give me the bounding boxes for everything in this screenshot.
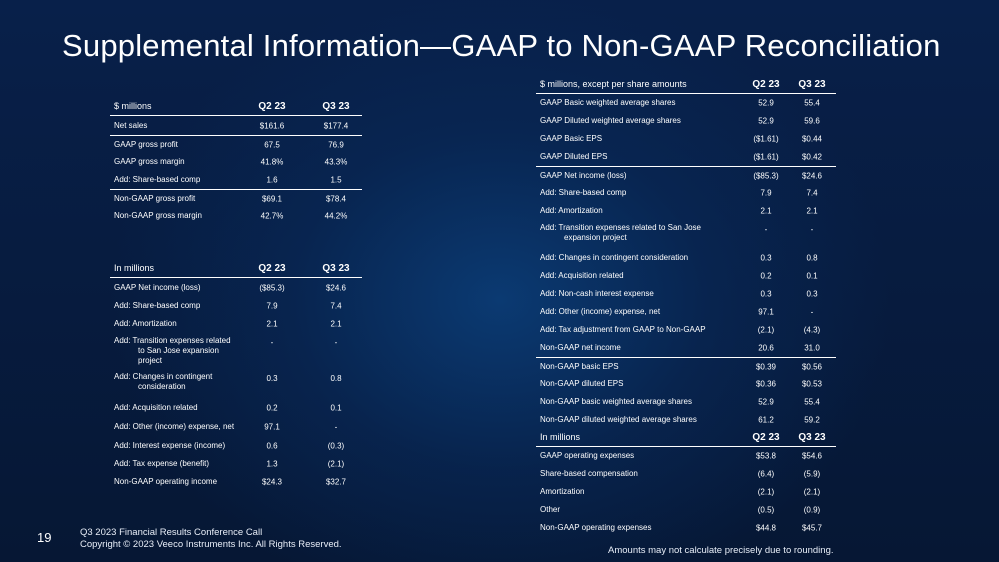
- q3-value: 0.8: [806, 253, 818, 263]
- q2-value: 2.1: [760, 206, 772, 216]
- row-label: [540, 253, 688, 263]
- row-label-line: Add: Changes in contingent: [114, 372, 213, 381]
- q2-value: $161.6: [259, 121, 285, 130]
- q2-value: $53.8: [755, 451, 777, 461]
- q2-value: (2.1): [757, 487, 775, 497]
- q3-value: (2.1): [803, 487, 821, 497]
- q2-value: 42.7%: [260, 211, 284, 221]
- table-row: [110, 189, 362, 207]
- row-label-line: Non-GAAP gross profit: [114, 193, 196, 203]
- header-label: In millions: [114, 263, 155, 273]
- column-header: Q2 23: [752, 79, 780, 90]
- q3-value: 44.2%: [324, 211, 348, 221]
- row-label-line: Share-based compensation: [540, 469, 638, 478]
- q2-value: (0.5): [757, 505, 775, 515]
- q3-value: 7.4: [806, 188, 818, 198]
- table-row: [536, 393, 836, 411]
- q2-value: 0.2: [760, 271, 772, 281]
- row-label: [540, 379, 623, 389]
- q3-value: 0.3: [806, 289, 818, 299]
- row-label-line: Add: Transition expenses related: [114, 336, 231, 345]
- row-label-line: Add: Non-cash interest expense: [540, 289, 654, 298]
- table-row: [110, 278, 362, 297]
- column-header: Q2 23: [258, 263, 286, 274]
- q2-value: -: [764, 225, 768, 234]
- row-label: [114, 301, 200, 311]
- row-label: [540, 152, 607, 162]
- q2-value: $0.36: [755, 379, 777, 389]
- table-row: [536, 501, 836, 519]
- q3-value: 31.0: [804, 343, 820, 353]
- row-label: [114, 121, 147, 131]
- table-row: [110, 171, 362, 189]
- column-header: Q3 23: [322, 263, 350, 274]
- q3-value: 0.1: [806, 271, 818, 281]
- table-header: [110, 96, 362, 116]
- operating-income-table: [110, 258, 362, 491]
- q2-value: (6.4): [757, 469, 775, 479]
- row-label: [114, 422, 234, 432]
- row-label-line: Add: Other (income) expense, net: [540, 307, 661, 316]
- q3-value: $24.6: [801, 171, 823, 180]
- row-label: [114, 336, 231, 366]
- row-label-line: Add: Tax expense (benefit): [114, 459, 210, 468]
- q3-value: 0.1: [330, 403, 342, 413]
- row-label-line: GAAP operating expenses: [540, 451, 635, 460]
- column-header: Q3 23: [798, 79, 826, 90]
- row-label: [540, 188, 626, 198]
- row-label: [540, 116, 681, 126]
- q3-value: (5.9): [803, 469, 821, 479]
- table-row: [110, 153, 362, 171]
- table-row: [536, 357, 836, 375]
- q3-value: -: [334, 338, 338, 347]
- q2-value: 52.9: [758, 116, 774, 126]
- table-row: [110, 135, 362, 153]
- eps-reconciliation-table: [536, 74, 836, 429]
- q2-value: 7.9: [266, 301, 278, 311]
- q2-value: 52.9: [758, 397, 774, 407]
- row-label: [540, 98, 675, 108]
- row-label-line: Non-GAAP basic EPS: [540, 361, 619, 371]
- q2-value: 41.8%: [260, 157, 284, 167]
- table-row: [110, 455, 362, 473]
- q3-value: 1.5: [330, 175, 342, 185]
- row-label-line: GAAP gross profit: [114, 139, 178, 149]
- q3-value: $54.6: [801, 451, 823, 461]
- table-row: [536, 220, 836, 249]
- row-label-line: expansion project: [564, 233, 627, 242]
- q3-value: $45.7: [801, 523, 823, 533]
- q2-value: 97.1: [758, 307, 774, 317]
- table-row: [110, 369, 362, 399]
- row-label-line: Non-GAAP gross margin: [114, 211, 202, 220]
- table-row: [110, 207, 362, 225]
- row-label: [114, 140, 178, 150]
- q2-value: ($1.61): [753, 152, 779, 162]
- table-row: [536, 465, 836, 483]
- q3-value: $78.4: [325, 194, 347, 203]
- row-label: [540, 523, 651, 533]
- q2-value: 67.5: [264, 140, 280, 149]
- row-label: [540, 289, 654, 299]
- q2-value: 0.6: [266, 441, 278, 451]
- table-row: [536, 202, 836, 220]
- table-row: [536, 94, 836, 112]
- row-label-line: Non-GAAP diluted weighted average shares: [540, 415, 697, 424]
- q3-value: -: [810, 225, 814, 234]
- q2-value: 1.3: [266, 459, 278, 469]
- row-label-line: Add: Other (income) expense, net: [114, 422, 235, 431]
- table-row: [536, 166, 836, 184]
- q3-value: 76.9: [328, 140, 344, 149]
- row-label-line: GAAP Net income (loss): [540, 170, 627, 180]
- table-row: [110, 315, 362, 333]
- table-row: [110, 297, 362, 315]
- row-label-line: Add: Share-based comp: [114, 175, 201, 184]
- header-label: $ millions: [114, 101, 152, 111]
- q3-value: -: [334, 422, 338, 432]
- operating-expenses-table: [536, 427, 836, 537]
- q3-value: $0.56: [801, 362, 823, 371]
- q3-value: (0.3): [327, 441, 345, 451]
- table-row: [536, 112, 836, 130]
- row-label: [114, 175, 200, 185]
- row-label-line: consideration: [138, 382, 186, 391]
- slide-number: 19: [37, 530, 52, 545]
- header-label: In millions: [540, 432, 581, 442]
- table-row: [110, 473, 362, 491]
- row-label: [540, 343, 621, 353]
- row-label-line: Other: [540, 505, 561, 514]
- row-label-line: Add: Changes in contingent consideration: [540, 253, 689, 262]
- row-label-line: GAAP Basic weighted average shares: [540, 98, 676, 107]
- table-row: [536, 303, 836, 321]
- row-label: [540, 206, 603, 216]
- q3-value: 59.2: [804, 415, 820, 425]
- table-row: [110, 333, 362, 369]
- q2-value: 2.1: [266, 319, 278, 329]
- table-row: [536, 483, 836, 501]
- row-label: [540, 271, 624, 281]
- q2-value: 97.1: [264, 422, 280, 432]
- row-label-line: Add: Share-based comp: [540, 188, 627, 197]
- table-header: [536, 74, 836, 94]
- q3-value: 43.3%: [324, 157, 348, 167]
- column-header: Q2 23: [258, 101, 286, 112]
- q2-value: 61.2: [758, 415, 774, 425]
- row-label: [540, 505, 560, 515]
- q3-value: $32.7: [325, 477, 347, 487]
- row-label: [114, 372, 212, 392]
- footer-copyright: Copyright © 2023 Veeco Instruments Inc. All Rights Reserved.: [80, 539, 342, 550]
- q2-value: ($85.3): [259, 283, 285, 292]
- q2-value: 0.3: [760, 289, 772, 299]
- row-label-line: GAAP Diluted EPS: [540, 152, 608, 161]
- row-label-line: Add: Amortization: [114, 319, 177, 328]
- row-label: [540, 397, 692, 407]
- q3-value: $24.6: [325, 283, 347, 292]
- row-label: [114, 211, 202, 221]
- row-label-line: Non-GAAP operating expenses: [540, 523, 652, 532]
- row-label-line: Non-GAAP net income: [540, 343, 621, 352]
- table-row: [110, 399, 362, 417]
- q2-value: $0.39: [755, 362, 777, 371]
- row-label: [114, 319, 177, 329]
- row-label: [114, 283, 201, 293]
- row-label: [540, 469, 638, 479]
- row-label-line: Add: Share-based comp: [114, 301, 201, 310]
- q3-value: $177.4: [323, 121, 349, 130]
- row-label-line: GAAP Basic EPS: [540, 134, 603, 143]
- q3-value: $0.42: [801, 152, 823, 162]
- row-label-line: Non-GAAP operating income: [114, 477, 218, 486]
- row-label-line: GAAP Net income (loss): [114, 282, 201, 292]
- table-row: [536, 375, 836, 393]
- q3-value: $0.44: [801, 134, 823, 144]
- table-header: [536, 427, 836, 447]
- table-row: [536, 184, 836, 202]
- row-label: [114, 459, 209, 469]
- row-label-line: Add: Acquisition related: [114, 403, 198, 412]
- q3-value: 55.4: [804, 397, 820, 407]
- q2-value: 52.9: [758, 98, 774, 108]
- row-label-line: Non-GAAP diluted EPS: [540, 379, 624, 388]
- footer-event: Q3 2023 Financial Results Conference Call: [80, 527, 263, 538]
- row-label: [540, 171, 627, 181]
- column-header: Q3 23: [322, 101, 350, 112]
- table-row: [536, 285, 836, 303]
- row-label-line: Add: Acquisition related: [540, 271, 624, 280]
- table-row: [536, 519, 836, 537]
- q3-value: (4.3): [803, 325, 821, 335]
- row-label: [540, 362, 619, 372]
- header-label: $ millions, except per share amounts: [540, 79, 687, 89]
- q2-value: $24.3: [261, 477, 283, 487]
- q2-value: 7.9: [760, 188, 772, 198]
- q3-value: 2.1: [806, 206, 818, 216]
- row-label-line: Amortization: [540, 487, 585, 496]
- row-label: [540, 325, 706, 335]
- table-header: [110, 258, 362, 278]
- q3-value: (0.9): [803, 505, 821, 515]
- q3-value: 59.6: [804, 116, 820, 126]
- row-label-line: GAAP Diluted weighted average shares: [540, 116, 681, 125]
- table-row: [536, 447, 836, 465]
- row-label-line: GAAP gross margin: [114, 157, 185, 166]
- row-label: [114, 441, 225, 451]
- row-label-line: Add: Transition expenses related to San Jose: [540, 223, 701, 232]
- q2-value: 0.3: [760, 253, 772, 263]
- footer: [80, 527, 342, 551]
- q3-value: 55.4: [804, 98, 820, 108]
- row-label-line: Add: Interest expense (income): [114, 441, 226, 450]
- q2-value: ($85.3): [753, 171, 779, 180]
- q3-value: 2.1: [330, 319, 342, 329]
- q2-value: $69.1: [261, 194, 283, 203]
- row-label-line: project: [138, 356, 163, 365]
- slide-title: Supplemental Information—GAAP to Non-GAAP Reconciliation: [62, 28, 941, 63]
- row-label-line: Non-GAAP basic weighted average shares: [540, 397, 692, 406]
- row-label: [114, 194, 195, 204]
- row-label: [540, 451, 634, 461]
- row-label-line: Net sales: [114, 120, 148, 130]
- q3-value: (2.1): [327, 459, 345, 469]
- row-label: [114, 157, 185, 167]
- q3-value: 7.4: [330, 301, 342, 311]
- table-row: [536, 321, 836, 339]
- q2-value: 20.6: [758, 343, 774, 353]
- q3-value: -: [810, 307, 814, 317]
- q2-value: ($1.61): [753, 134, 779, 144]
- q2-value: 1.6: [266, 175, 278, 185]
- column-header: Q2 23: [752, 432, 780, 443]
- column-header: Q3 23: [798, 432, 826, 443]
- row-label-line: to San Jose expansion: [138, 346, 219, 355]
- table-row: [110, 417, 362, 437]
- row-label: [114, 477, 217, 487]
- table-row: [110, 116, 362, 135]
- row-label: [540, 487, 584, 497]
- row-label: [540, 307, 660, 317]
- table-row: [110, 437, 362, 455]
- table-row: [536, 249, 836, 267]
- row-label-line: Add: Amortization: [540, 206, 603, 215]
- row-label: [540, 134, 602, 144]
- q2-value: 0.2: [266, 403, 278, 413]
- q2-value: -: [270, 338, 274, 347]
- row-label-line: Add: Tax adjustment from GAAP to Non-GAAP: [540, 325, 706, 334]
- q3-value: 0.8: [330, 374, 342, 383]
- table-row: [536, 130, 836, 148]
- table-row: [536, 267, 836, 285]
- q3-value: $0.53: [801, 379, 823, 389]
- row-label: [114, 403, 198, 413]
- gross-margin-table: [110, 96, 362, 225]
- rounding-note: Amounts may not calculate precisely due to rounding.: [608, 545, 834, 556]
- q2-value: 0.3: [266, 374, 278, 383]
- table-row: [536, 148, 836, 166]
- row-label: [540, 223, 701, 243]
- q2-value: $44.8: [755, 523, 777, 533]
- q2-value: (2.1): [757, 325, 775, 335]
- row-label: [540, 415, 697, 425]
- table-row: [536, 339, 836, 357]
